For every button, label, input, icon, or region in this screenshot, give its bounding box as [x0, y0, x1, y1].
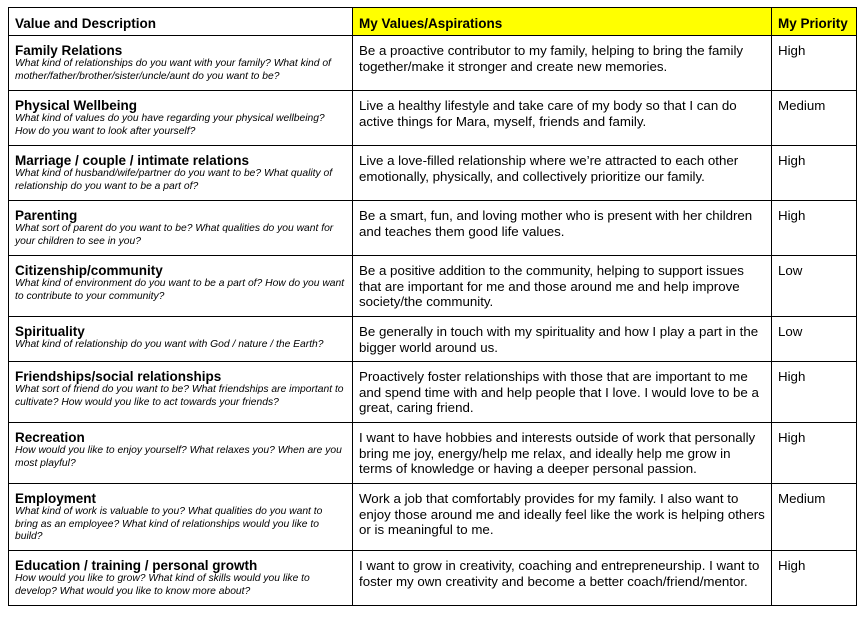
aspiration-cell: Be a proactive contributor to my family, helping to bring the family together/make it stronger and create new memories.: [353, 36, 772, 91]
value-cell: [9, 362, 353, 423]
priority-cell: Low: [772, 317, 857, 362]
table-row: [9, 91, 857, 146]
value-description: How would you like to grow? What kind of skills would you like to develop? What would you like to know more about?: [15, 573, 310, 597]
aspiration-cell: Be a smart, fun, and loving mother who is present with her children and teaches them good life values.: [353, 201, 772, 256]
priority-cell: High: [772, 551, 857, 606]
value-cell: [9, 146, 353, 201]
value-description: What kind of relationships do you want with your family? What kind of mother/father/brother/sister/uncle/aunt do you want to be?: [15, 58, 331, 82]
value-title: Spirituality: [15, 324, 85, 339]
value-title: Physical Wellbeing: [15, 98, 138, 113]
aspiration-cell: Be generally in touch with my spirituality and how I play a part in the bigger world around us.: [353, 317, 772, 362]
value-title: Employment: [15, 491, 97, 506]
value-description: How would you like to enjoy yourself? What relaxes you? When are you most playful?: [15, 445, 342, 469]
aspiration-cell: Proactively foster relationships with those that are important to me and spend time with and help people that I love. I would love to be a great, caring friend.: [353, 362, 772, 423]
value-title: Citizenship/community: [15, 263, 163, 278]
aspiration-cell: I want to grow in creativity, coaching and entrepreneurship. I want to foster my own creativity and become a better coach/friend/mentor.: [353, 551, 772, 606]
table-row: [9, 362, 857, 423]
value-cell: [9, 36, 353, 91]
table-row: [9, 36, 857, 91]
aspiration-cell: I want to have hobbies and interests outside of work that personally bring me joy, energy/help me relax, and ideally help me grow in terms of knowledge or having a deeper personal passion.: [353, 423, 772, 484]
value-cell: [9, 201, 353, 256]
table-row: [9, 484, 857, 551]
value-cell: [9, 423, 353, 484]
priority-cell: High: [772, 201, 857, 256]
value-title: Recreation: [15, 430, 85, 445]
aspiration-cell: Be a positive addition to the community, helping to support issues that are important for me and those around me and help improve society/the community.: [353, 256, 772, 317]
value-title: Marriage / couple / intimate relations: [15, 153, 250, 168]
value-description: What kind of work is valuable to you? What qualities do you want to bring as an employee? What kind of relationships would you like to build?: [15, 506, 323, 542]
value-title: Education / training / personal growth: [15, 558, 258, 573]
value-title: Family Relations: [15, 43, 123, 58]
aspiration-cell: Live a love-filled relationship where we’re attracted to each other emotionally, physically, and collectively prioritize our family.: [353, 146, 772, 201]
priority-cell: High: [772, 362, 857, 423]
value-title: Parenting: [15, 208, 78, 223]
value-cell: [9, 91, 353, 146]
values-table: [8, 7, 857, 606]
table-row: [9, 423, 857, 484]
value-title: Friendships/social relationships: [15, 369, 222, 384]
value-cell: [9, 551, 353, 606]
table-row: [9, 201, 857, 256]
aspiration-cell: Work a job that comfortably provides for my family. I also want to enjoy those around me and ideally feel like the work is helping others or is meaningful to me.: [353, 484, 772, 551]
priority-cell: Medium: [772, 484, 857, 551]
value-description: What kind of values do you have regarding your physical wellbeing? How do you want to look after yourself?: [15, 113, 325, 137]
table-row: [9, 551, 857, 606]
priority-cell: Medium: [772, 91, 857, 146]
value-description: What kind of relationship do you want with God / nature / the Earth?: [15, 339, 324, 350]
header-value-description: Value and Description: [9, 8, 353, 36]
table-row: [9, 317, 857, 362]
priority-cell: Low: [772, 256, 857, 317]
priority-cell: High: [772, 146, 857, 201]
value-description: What kind of husband/wife/partner do you want to be? What quality of relationship do you want to be a part of?: [15, 168, 333, 192]
aspiration-cell: Live a healthy lifestyle and take care of my body so that I can do active things for Mara, myself, friends and family.: [353, 91, 772, 146]
priority-cell: High: [772, 423, 857, 484]
value-cell: [9, 484, 353, 551]
table-row: [9, 256, 857, 317]
value-description: What kind of environment do you want to be a part of? How do you want to contribute to your community?: [15, 278, 345, 302]
value-description: What sort of friend do you want to be? What friendships are important to cultivate? How would you like to act towards your friends?: [15, 384, 344, 408]
value-cell: [9, 256, 353, 317]
priority-cell: High: [772, 36, 857, 91]
header-row: [9, 8, 857, 36]
value-description: What sort of parent do you want to be? What qualities do you want for your children to see in you?: [15, 223, 334, 247]
header-priority: My Priority: [772, 8, 857, 36]
header-aspirations: My Values/Aspirations: [353, 8, 772, 36]
value-cell: [9, 317, 353, 362]
table-row: [9, 146, 857, 201]
